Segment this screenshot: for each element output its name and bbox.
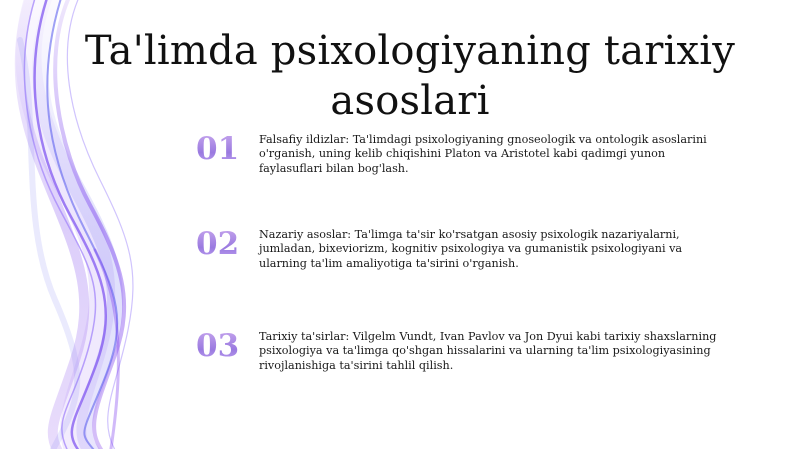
item-text: Nazariy asoslar: Ta'limga ta'sir ko'rsatgan asosiy psixologik nazariyalarni, jumladan, bixeviorizm, kognitiv psixologiya va gumanistik psixologiyani va ularning ta'lim amaliyotiga ta'sirini o'rganish. [259,228,683,270]
item-number: 02 [196,226,256,262]
page-title: Ta'limda psixologiyaning tarixiy asoslari [84,28,736,124]
item-number: 03 [196,328,256,364]
item-number: 01 [196,131,256,167]
item-text: Tarixiy ta'sirlar: Vilgelm Vundt, Ivan Pavlov va Jon Dyui kabi tarixiy shaxslarning psixologiya va ta'limga qo'shgan hissalarini va ularning ta'lim psixologiyasining rivojlanishiga ta'sirini tahlil qilish. [259,330,717,372]
item-text: Falsafiy ildizlar: Ta'limdagi psixologiyaning gnoseologik va ontologik asoslarini o'rganish, uning kelib chiqishini Platon va Aristotel kabi qadimgi yunon faylasuflari bilan bog'lash. [259,133,707,175]
